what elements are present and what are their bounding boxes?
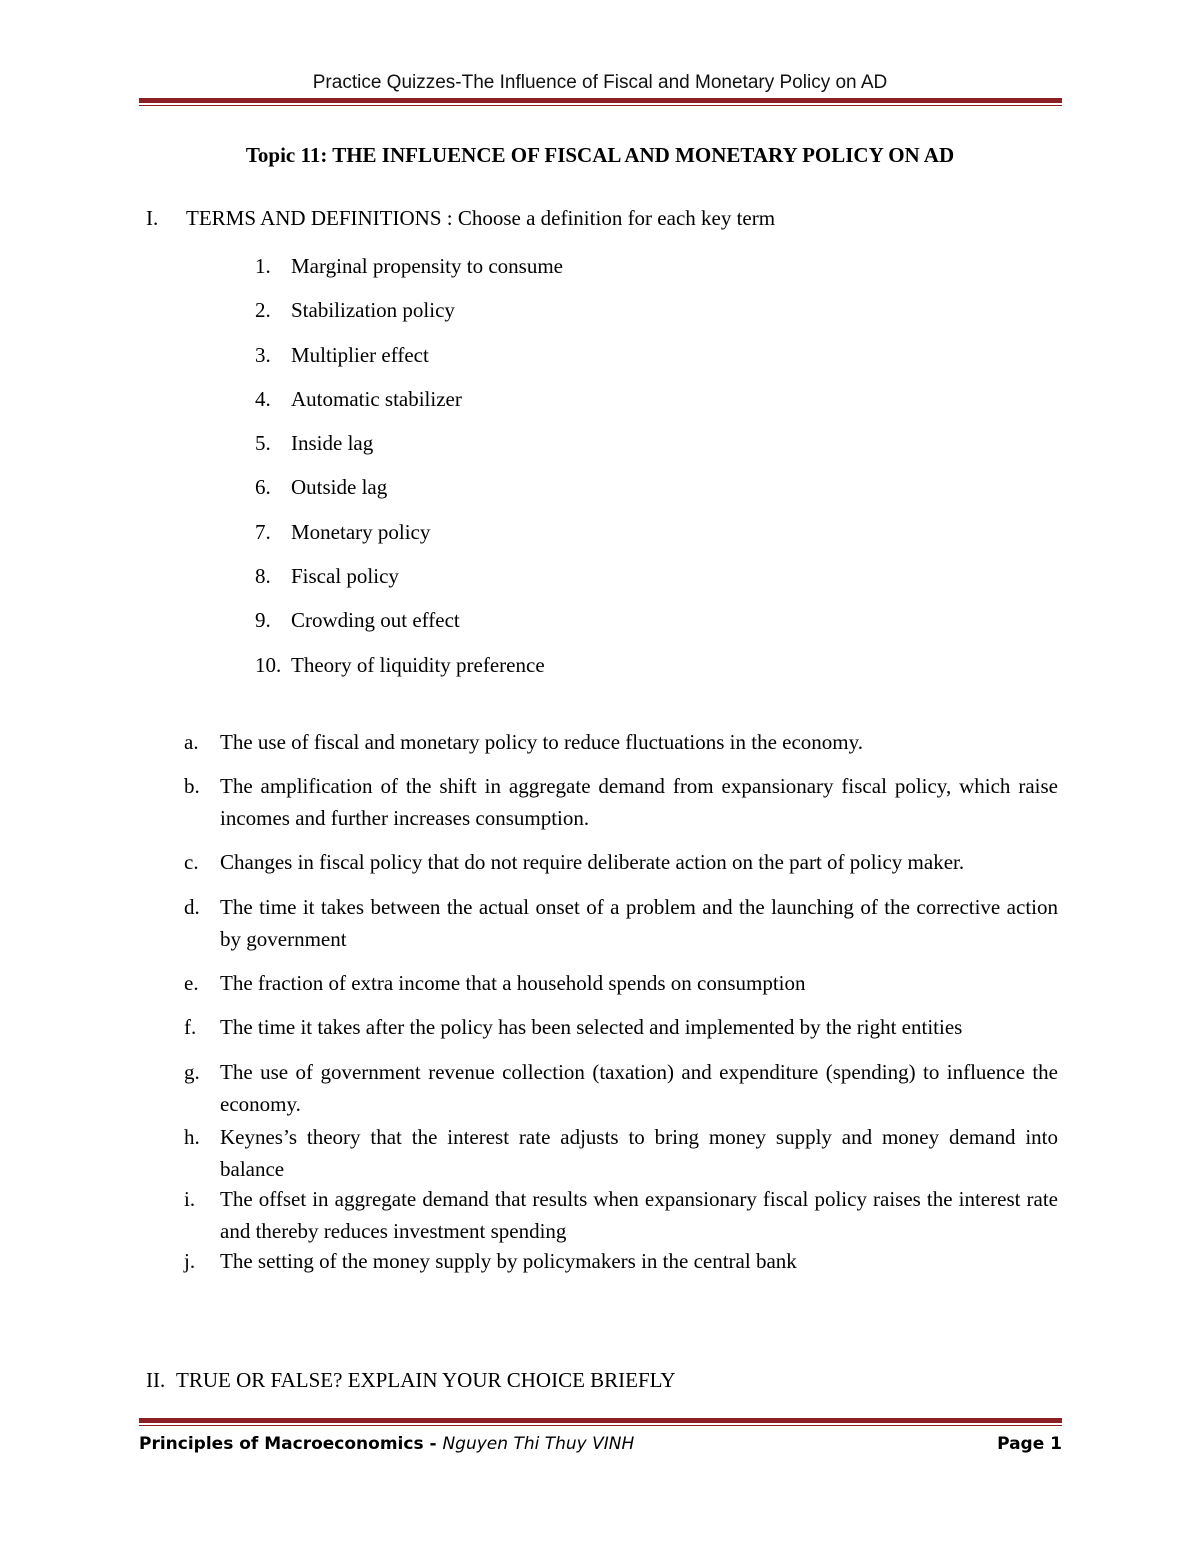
term-text: Stabilization policy — [291, 298, 455, 323]
term-number: 7. — [255, 519, 271, 544]
definition-letter: j. — [184, 1249, 196, 1273]
term-text: Automatic stabilizer — [291, 386, 462, 411]
term-number: 3. — [255, 342, 271, 367]
definition-item — [184, 967, 1058, 999]
footer-rule — [139, 1418, 1062, 1426]
section-2-title: TRUE OR FALSE? EXPLAIN YOUR CHOICE BRIEFLY — [176, 1368, 676, 1392]
definition-item — [184, 1056, 1058, 1120]
definition-text: The use of government revenue collection (taxation) and expenditure (spending) to influence the economy. — [220, 1060, 1058, 1116]
term-number: 6. — [255, 475, 271, 500]
definition-letter: c. — [184, 850, 199, 874]
definition-item — [184, 1183, 1058, 1247]
term-item — [255, 252, 563, 296]
definition-letter: i. — [184, 1187, 196, 1211]
definition-item — [184, 1245, 1058, 1277]
definition-letter: f. — [184, 1015, 197, 1039]
topic-title: Topic 11: THE INFLUENCE OF FISCAL AND MONETARY POLICY ON AD — [245, 143, 955, 167]
term-text: Monetary policy — [291, 519, 431, 544]
definition-text: Keynes’s theory that the interest rate adjusts to bring money supply and money demand into balance — [220, 1125, 1058, 1181]
term-item — [255, 606, 563, 650]
definition-text: The setting of the money supply by policymakers in the central bank — [220, 1249, 797, 1273]
definition-text: The fraction of extra income that a household spends on consumption — [220, 971, 806, 995]
footer-left — [139, 1434, 634, 1454]
section-1-heading — [146, 206, 775, 231]
page-number: Page 1 — [997, 1434, 1062, 1454]
definition-item — [184, 770, 1058, 834]
term-item — [255, 341, 563, 385]
term-text: Outside lag — [291, 475, 388, 500]
term-number: 4. — [255, 386, 271, 411]
term-item — [255, 429, 563, 473]
definition-item — [184, 726, 1058, 758]
term-item — [255, 296, 563, 340]
term-text: Fiscal policy — [291, 564, 399, 589]
term-text: Crowding out effect — [291, 608, 460, 633]
definition-text: The time it takes after the policy has been selected and implemented by the right entities — [220, 1015, 963, 1039]
term-text: Inside lag — [291, 431, 374, 456]
term-item — [255, 518, 563, 562]
definition-letter: a. — [184, 730, 199, 754]
footer-author: Nguyen Thi Thuy VINH — [442, 1434, 635, 1454]
term-number: 5. — [255, 431, 271, 456]
section-1-number: I. — [146, 206, 159, 230]
term-text: Theory of liquidity preference — [291, 652, 545, 677]
term-text: Multiplier effect — [291, 342, 429, 367]
page-footer — [139, 1434, 1062, 1454]
definition-text: Changes in fiscal policy that do not require deliberate action on the part of policy maker. — [220, 850, 965, 874]
section-1-title: TERMS AND DEFINITIONS : Choose a definition for each key term — [186, 206, 776, 230]
term-number: 10. — [255, 652, 282, 677]
definition-text: The use of fiscal and monetary policy to reduce fluctuations in the economy. — [220, 730, 864, 754]
definition-item — [184, 1121, 1058, 1185]
definition-item — [184, 1011, 1058, 1043]
page-header: Practice Quizzes-The Influence of Fiscal and Monetary Policy on AD — [312, 72, 888, 93]
term-item — [255, 651, 563, 695]
term-number: 8. — [255, 564, 271, 589]
term-item — [255, 562, 563, 606]
definition-letter: h. — [184, 1125, 200, 1149]
term-number: 2. — [255, 298, 271, 323]
terms-list — [255, 252, 563, 695]
section-2-heading — [146, 1368, 676, 1393]
footer-course: Principles of Macroeconomics - — [139, 1434, 443, 1454]
definition-letter: e. — [184, 971, 199, 995]
definition-text: The offset in aggregate demand that results when expansionary fiscal policy raises the interest rate and thereby reduces investment spending — [220, 1187, 1058, 1243]
term-number: 9. — [255, 608, 271, 633]
term-item — [255, 385, 563, 429]
term-text: Marginal propensity to consume — [291, 254, 563, 278]
definition-item — [184, 846, 1058, 878]
term-item — [255, 473, 563, 517]
definition-item — [184, 891, 1058, 955]
definition-text: The amplification of the shift in aggregate demand from expansionary fiscal policy, which raise incomes and further increases consumption. — [220, 774, 1058, 830]
term-number: 1. — [255, 254, 271, 278]
section-2-number: II. — [146, 1368, 166, 1392]
definition-letter: g. — [184, 1060, 200, 1084]
definition-letter: d. — [184, 895, 200, 919]
definition-text: The time it takes between the actual onset of a problem and the launching of the corrective action by government — [220, 895, 1058, 951]
header-rule — [139, 98, 1062, 106]
definition-letter: b. — [184, 774, 200, 798]
